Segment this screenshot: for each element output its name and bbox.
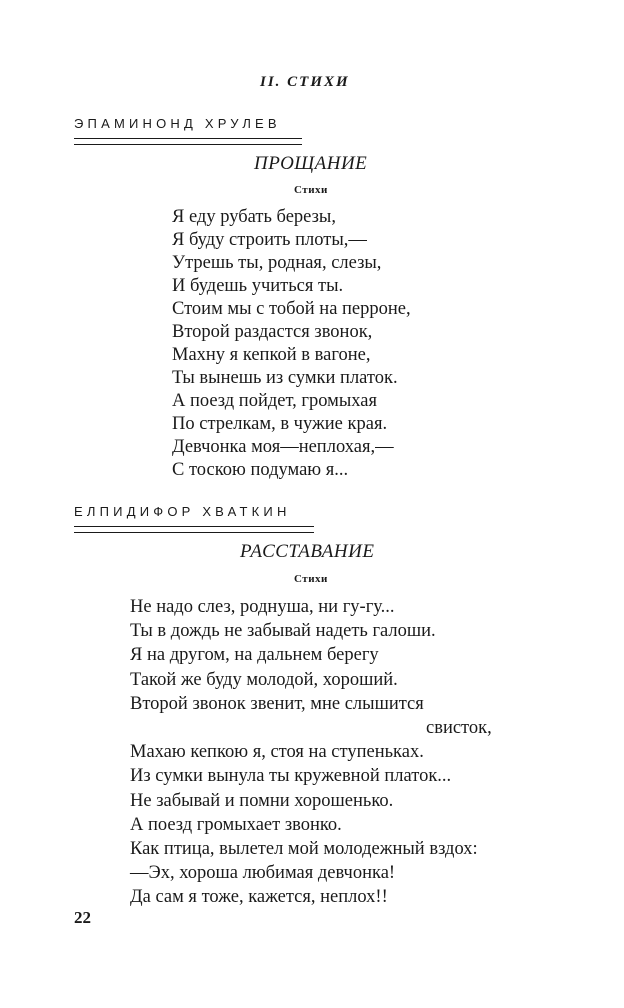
section-heading: II. СТИХИ — [260, 74, 350, 90]
poem-line-continuation: свисток, — [426, 717, 492, 738]
poem2-author: ЕЛПИДИФОР ХВАТКИН — [74, 504, 291, 519]
poem1-body — [172, 206, 411, 482]
poem-line: Да сам я тоже, кажется, неплох!! — [130, 887, 388, 908]
poem-line: Второй звонок звенит, мне слышится — [130, 693, 424, 714]
poem-line: Махну я кепкой в вагоне, — [172, 345, 371, 365]
poem-line: Я буду строить плоты,— — [172, 230, 367, 250]
poem1-subtitle: Стихи — [294, 184, 328, 196]
poem-line: Из сумки вынула ты кружевной платок... — [130, 766, 452, 787]
poem-line: Я еду рубать березы, — [172, 207, 336, 227]
poem-line: С тоскою подумаю я... — [172, 460, 349, 480]
poem1-author: ЭПАМИНОНД ХРУЛЕВ — [74, 116, 281, 131]
poem-line: Ты вынешь из сумки платок. — [172, 368, 398, 388]
poem-line: А поезд пойдет, громыхая — [172, 391, 378, 411]
poem-line: Не надо слез, роднуша, ни гу-гу... — [130, 597, 395, 617]
poem-line: Второй раздастся звонок, — [172, 322, 373, 342]
poem-line: Махаю кепкою я, стоя на ступеньках. — [130, 742, 424, 763]
poem-line: Ты в дождь не забывай надеть галоши. — [130, 621, 436, 642]
poem-line: А поезд громыхает звонко. — [130, 814, 342, 835]
poem-line: Я на другом, на дальнем берегу — [130, 645, 379, 666]
poem-line: Девчонка моя—неплохая,— — [172, 437, 394, 457]
poem2-body — [130, 595, 492, 909]
poem-line: Стоим мы с тобой на перроне, — [172, 299, 411, 319]
poem2-title: РАССТАВАНИЕ — [240, 541, 375, 562]
poem-line: Не забывай и помни хорошенько. — [130, 790, 394, 811]
poem2-subtitle: Стихи — [294, 573, 328, 585]
page-number: 22 — [74, 908, 91, 927]
poem1-author-rule — [74, 138, 302, 145]
poem2-author-rule — [74, 526, 314, 533]
poem-line: Как птица, вылетел мой молодежный вздох: — [130, 838, 478, 859]
poem-line: —Эх, хороша любимая девчонка! — [130, 863, 396, 884]
poem-line: Утрешь ты, родная, слезы, — [172, 253, 382, 273]
poem-line: По стрелкам, в чужие края. — [172, 414, 388, 434]
poem-line: Такой же буду молодой, хороший. — [130, 669, 398, 690]
poem1-title: ПРОЩАНИЕ — [254, 153, 368, 174]
poem-line: И будешь учиться ты. — [172, 276, 344, 296]
